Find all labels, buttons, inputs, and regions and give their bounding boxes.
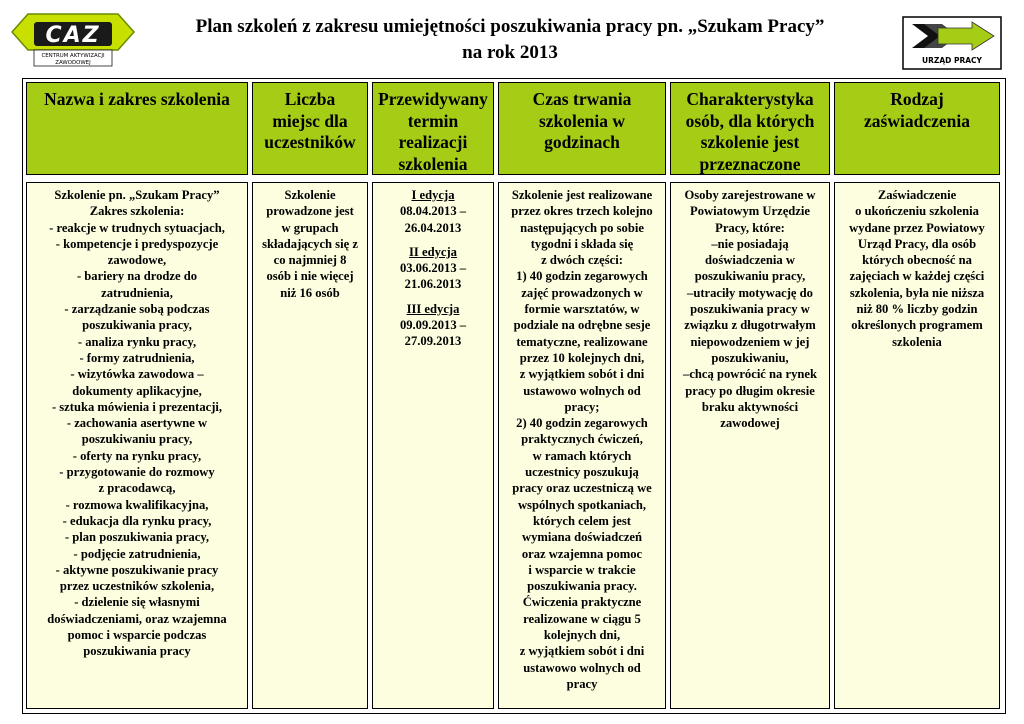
cell-line: - zachowania asertywne w <box>66 416 208 431</box>
cell-line: Pracy, które: <box>715 220 785 235</box>
cell-certificate <box>834 182 1000 709</box>
edition-gap <box>376 293 490 301</box>
cell-line: –utraciły motywację do <box>687 285 813 300</box>
cell-line: zajęć prowadzonych w <box>521 285 643 300</box>
caz-logo-caption1: CENTRUM AKTYWIZACJI <box>41 53 105 59</box>
cell-line: - plan poszukiwania pracy, <box>64 530 210 545</box>
edition-from: 08.04.2013 – <box>399 204 467 219</box>
urzad-pracy-logo-graphic <box>902 16 1002 70</box>
cell-line: związku z długotrwałym <box>684 318 816 333</box>
header-line: szkolenia w <box>538 110 626 131</box>
cell-line: ustawowo wolnych od <box>523 383 641 398</box>
cell-line: pracy <box>566 676 598 691</box>
cell-line: formie warsztatów, w <box>524 302 640 317</box>
cell-line: braku aktywności <box>701 399 799 414</box>
cell-line: tygodni i składa się <box>530 236 634 251</box>
cell-line: - wizytówka zawodowa – <box>70 367 204 382</box>
cell-line: szkolenia <box>892 334 942 349</box>
header-line: Rodzaj <box>890 89 944 109</box>
cell-line: - kompetencje i predyspozycje <box>55 236 219 251</box>
cell-line: poszukiwaniu pracy, <box>694 269 806 284</box>
cell-line: - zarządzanie sobą podczas <box>64 302 210 317</box>
caz-logo-caption2: ZAWODOWEJ <box>55 60 91 66</box>
page-title <box>150 14 870 66</box>
cell-line: osób i nie więcej <box>266 269 354 284</box>
cell-line: - edukacja dla rynku pracy, <box>62 513 212 528</box>
header-line: uczestników <box>264 132 356 152</box>
header-line: realizacji <box>398 132 468 152</box>
title-line-2: na rok 2013 <box>462 42 558 63</box>
cell-line: wymiana doświadczeń <box>522 530 642 545</box>
cell-line: poszukiwaniu, <box>711 350 789 365</box>
cell-line: z wyjątkiem sobót i dni <box>519 644 645 659</box>
cell-line: poszukiwania pracy, <box>82 318 192 333</box>
cell-line: - podjęcie zatrudnienia, <box>73 546 201 561</box>
cell-target-group <box>670 182 830 709</box>
edition-name: III edycja <box>406 301 460 316</box>
header-line: przeznaczone <box>699 153 801 174</box>
cell-line: i wsparcie w trakcie <box>528 562 636 577</box>
header-name-scope <box>26 82 248 175</box>
header-line: szkolenia <box>398 153 468 174</box>
caz-logo-text: CAZ <box>45 23 101 48</box>
cell-line: oraz wzajemna pomoc <box>521 546 643 561</box>
edition-to: 27.09.2013 <box>404 334 462 349</box>
cell-line: poszukiwania pracy. <box>527 579 637 594</box>
training-plan-table <box>22 78 1006 714</box>
cell-line: przez uczestników szkolenia, <box>59 579 215 594</box>
cell-line: niż 16 osób <box>280 285 340 300</box>
cell-line: przez 10 kolejnych dni, <box>519 350 645 365</box>
cell-line: z wyjątkiem sobót i dni <box>519 367 645 382</box>
cell-line: których obecność na <box>862 253 972 268</box>
cell-line: Szkolenie jest realizowane <box>511 188 653 202</box>
cell-line: w ramach których <box>532 448 632 463</box>
cell-line: w grupach <box>281 220 339 235</box>
urzad-pracy-logo <box>902 16 1002 70</box>
edition-name: I edycja <box>411 188 455 202</box>
cell-line: - bariery na drodze do <box>76 269 198 284</box>
cell-line: szkolenia, była nie niższa <box>849 285 985 300</box>
cell-line: o ukończeniu szkolenia <box>855 204 979 219</box>
header-places <box>252 82 368 175</box>
header-line: szkolenie jest <box>700 132 800 152</box>
cell-line: doświadczeniami, oraz wzajemna <box>47 611 227 626</box>
cell-line: Szkolenie pn. „Szukam Pracy” <box>54 188 220 202</box>
cell-line: Zaświadczenie <box>877 188 957 202</box>
caz-logo <box>10 10 136 70</box>
header-duration <box>498 82 666 175</box>
cell-line: - oferty na rynku pracy, <box>72 448 202 463</box>
cell-line: co najmniej 8 <box>273 253 347 268</box>
cell-line: realizowane w ciągu 5 <box>523 611 641 626</box>
cell-line: ustawowo wolnych od <box>523 660 641 675</box>
cell-line: doświadczenia w <box>705 253 795 268</box>
header-line: Charakterystyka <box>686 89 814 109</box>
cell-line: Powiatowym Urzędzie <box>690 204 810 219</box>
edition-gap <box>376 236 490 244</box>
cell-line: niż 80 % liczby godzin <box>856 302 978 317</box>
cell-line: - formy zatrudnienia, <box>79 350 195 365</box>
cell-line: wspólnych spotkaniach, <box>517 497 647 512</box>
cell-line: 1) 40 godzin zegarowych <box>516 269 648 284</box>
cell-line: z dwóch części: <box>541 253 623 268</box>
edition-to: 21.06.2013 <box>404 277 462 292</box>
cell-line: - dzielenie się własnymi <box>74 595 200 610</box>
header-certificate <box>834 82 1000 175</box>
cell-line: przez okres trzech kolejno <box>511 204 653 219</box>
cell-line: - sztuka mówienia i prezentacji, <box>51 399 223 414</box>
cell-line: poszukiwania pracy <box>83 644 191 659</box>
cell-name-scope <box>26 182 248 709</box>
header-term <box>372 82 494 175</box>
cell-line: zawodowe, <box>107 253 167 268</box>
header-line: Nazwa i zakres szkolenia <box>44 89 230 109</box>
edition-from: 09.09.2013 – <box>399 318 467 333</box>
cell-line: - analiza rynku pracy, <box>77 334 197 349</box>
header-target-group <box>670 82 830 175</box>
edition-name: II edycja <box>409 244 457 259</box>
cell-duration <box>498 182 666 709</box>
header-line: zaświadczenia <box>864 110 970 131</box>
cell-line: niepowodzeniem w jej <box>690 334 810 349</box>
cell-line: składających się z <box>262 236 358 251</box>
cell-line: zatrudnienia, <box>101 285 173 300</box>
cell-line: prowadzone jest <box>266 204 354 219</box>
cell-line: poszukiwaniu pracy, <box>81 432 193 447</box>
caz-logo-graphic <box>10 10 136 70</box>
cell-line: uczestnicy poszukują <box>525 465 639 480</box>
cell-line: Osoby zarejestrowane w <box>684 188 816 202</box>
cell-line: tematyczne, realizowane <box>516 334 648 349</box>
urzad-pracy-caption: URZĄD PRACY <box>922 56 982 65</box>
header-line: Liczba <box>284 89 336 109</box>
cell-line: Zakres szkolenia: <box>89 204 185 219</box>
cell-line: których celem jest <box>533 513 631 528</box>
cell-line: określonych programem <box>851 318 983 333</box>
cell-line: Ćwiczenia praktyczne <box>522 595 642 610</box>
header-line: godzinach <box>544 132 620 152</box>
cell-line: - przygotowanie do rozmowy <box>59 465 215 480</box>
header-line: termin <box>407 110 459 131</box>
edition-to: 26.04.2013 <box>404 220 462 235</box>
cell-line: - aktywne poszukiwanie pracy <box>55 562 219 577</box>
cell-line: dokumenty aplikacyjne, <box>72 383 202 398</box>
cell-line: –chcą powrócić na rynek <box>683 367 817 382</box>
cell-line: pracy po długim okresie <box>685 383 815 398</box>
cell-line: 2) 40 godzin zegarowych <box>516 416 648 431</box>
cell-line: zawodowej <box>720 416 780 431</box>
cell-line: - reakcje w trudnych sytuacjach, <box>49 220 225 235</box>
cell-line: Urząd Pracy, dla osób <box>857 236 977 251</box>
cell-line: podziale na odrębne sesje <box>513 318 651 333</box>
cell-line: z pracodawcą, <box>98 481 176 496</box>
header-line: Czas trwania <box>532 89 632 109</box>
cell-line: –nie posiadają <box>711 236 789 251</box>
cell-places <box>252 182 368 709</box>
header-line: miejsc dla <box>272 110 348 131</box>
edition-from: 03.06.2013 – <box>399 261 467 276</box>
cell-term <box>372 182 494 709</box>
cell-line: poszukiwania pracy w <box>690 302 810 317</box>
cell-line: praktycznych ćwiczeń, <box>521 432 643 447</box>
cell-line: - rozmowa kwalifikacyjna, <box>65 497 209 512</box>
cell-line: pracy oraz uczestniczą we <box>512 481 652 496</box>
cell-line: Szkolenie <box>284 188 336 202</box>
header-line: osób, dla których <box>685 110 815 131</box>
header-line: Przewidywany <box>378 89 488 109</box>
cell-line: zajęciach w każdej części <box>849 269 985 284</box>
title-line-1: Plan szkoleń z zakresu umiejętności poszukiwania pracy pn. „Szukam Pracy” <box>195 16 825 37</box>
cell-line: wydane przez Powiatowy <box>849 220 985 235</box>
cell-line: pracy; <box>564 399 600 414</box>
cell-line: pomoc i wsparcie podczas <box>67 628 207 643</box>
cell-line: następujących po sobie <box>520 220 644 235</box>
cell-line: kolejnych dni, <box>543 628 621 643</box>
